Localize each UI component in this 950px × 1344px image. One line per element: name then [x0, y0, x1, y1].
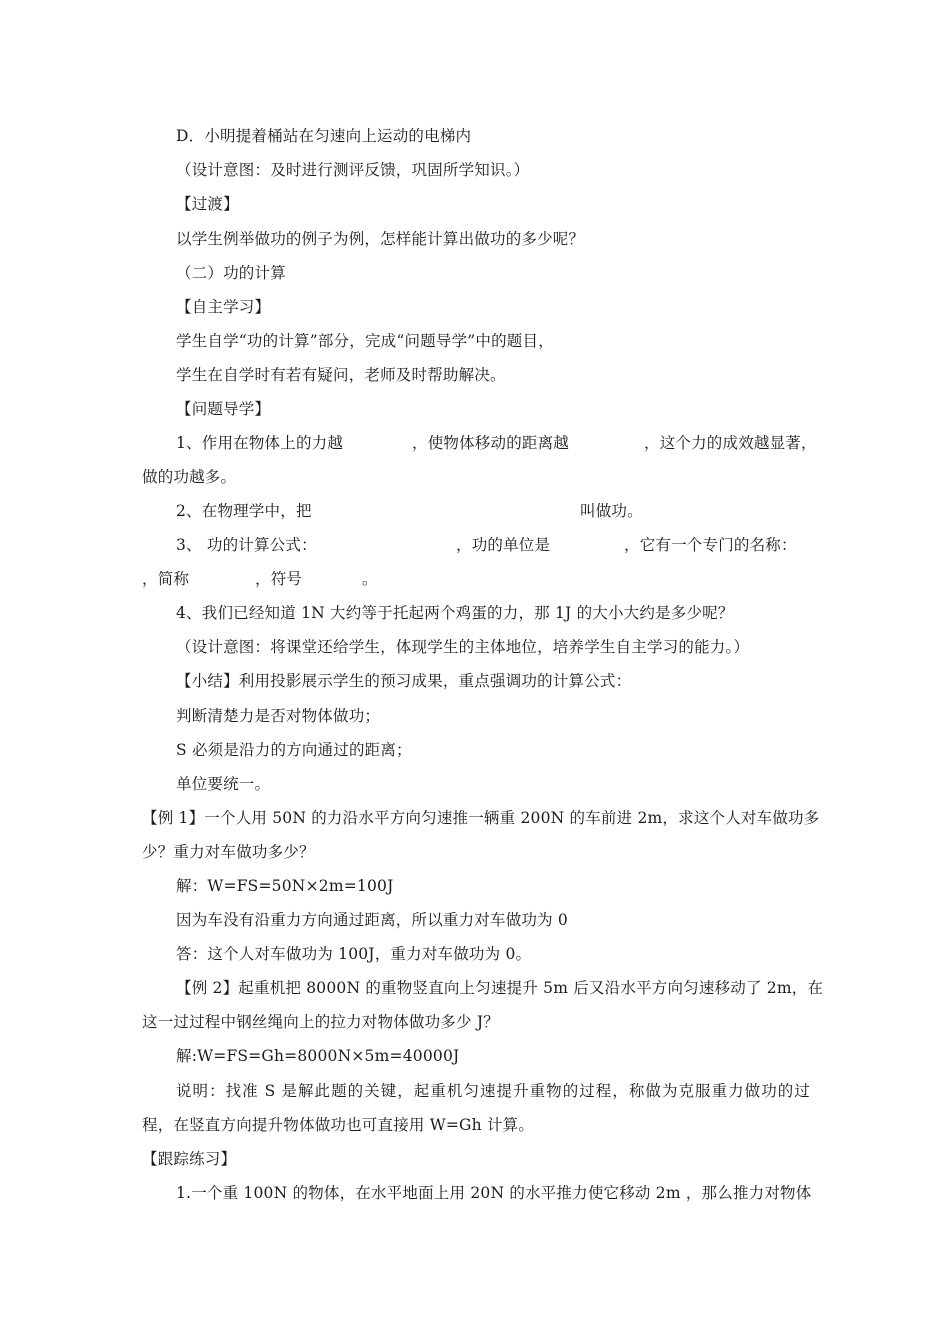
example-1-line-1: 【例 1】一个人用 50N 的力沿水平方向匀速推一辆重 200N 的车前进 2m，求这个人对车做功多 [142, 809, 820, 827]
question-1-part-b: ，使物体移动的距离越 [412, 434, 570, 452]
question-2-part-b: 叫做功。 [580, 502, 643, 520]
question-2-part-a: 2、在物理学中，把 [176, 502, 312, 520]
example-1-explanation: 因为车没有沿重力方向通过距离，所以重力对车做功为 0 [176, 911, 568, 929]
question-1-line [0, 432, 950, 454]
question-3-part-c: ，它有一个专门的名称： [624, 536, 797, 554]
summary-point-3: 单位要统一。 [176, 775, 271, 793]
question-3-cont-part-a: ，简称 [142, 570, 190, 588]
example-2-line-1: 【例 2】起重机把 8000N 的重物竖直向上匀速提升 5m 后又沿水平方向匀速移动了 2m，在 [176, 979, 824, 997]
section-heading-self-study: 【自主学习】 [176, 298, 271, 316]
example-1-solution: 解：W=FS=50N×2m=100J [176, 877, 394, 895]
example-2-note-line-1: 说明：找准 S 是解此题的关键，起重机匀速提升重物的过程，称做为克服重力做功的过 [176, 1082, 810, 1100]
question-1-continuation: 做的功越多。 [142, 468, 237, 486]
question-3-line [0, 534, 950, 556]
section-heading-guided-questions: 【问题导学】 [176, 400, 271, 418]
summary-line: 【小结】利用投影展示学生的预习成果，重点强调功的计算公式： [176, 672, 632, 690]
question-1-part-a: 1、作用在物体上的力越 [176, 434, 344, 452]
example-2-note-line-2: 程，在竖直方向提升物体做功也可直接用 W=Gh 计算。 [142, 1116, 535, 1134]
practice-question-1: 1.一个重 100N 的物体，在水平地面上用 20N 的水平推力使它移动 2m ，那么推力对物体 [176, 1184, 812, 1202]
self-study-line-2: 学生在自学时有若有疑问，老师及时帮助解决。 [176, 366, 506, 384]
question-3-cont-part-c: 。 [362, 570, 378, 588]
section-heading-practice: 【跟踪练习】 [142, 1150, 237, 1168]
question-3-cont-part-b: ，符号 [255, 570, 303, 588]
self-study-line-1: 学生自学“功的计算”部分，完成“问题导学”中的题目， [176, 332, 554, 350]
example-2-solution: 解:W=FS=Gh=8000N×5m=40000J [176, 1047, 460, 1065]
example-2-line-2: 这一过过程中钢丝绳向上的拉力对物体做功多少 J？ [142, 1013, 499, 1031]
summary-point-2: S 必须是沿力的方向通过的距离； [176, 741, 412, 759]
example-1-line-2: 少？重力对车做功多少？ [142, 843, 315, 861]
transition-text: 以学生例举做功的例子为例，怎样能计算出做功的多少呢？ [176, 230, 585, 248]
question-3-part-a: 3、 功的计算公式： [176, 536, 317, 554]
question-3-continuation [0, 568, 950, 590]
design-intent-note-1: （设计意图：及时进行测评反馈，巩固所学知识。） [176, 161, 530, 179]
example-1-answer: 答：这个人对车做功为 100J，重力对车做功为 0。 [176, 945, 532, 963]
question-1-part-c: ，这个力的成效越显著， [644, 434, 817, 452]
subsection-title-work-calc: （二）功的计算 [176, 264, 286, 282]
option-d-line: D．小明提着桶站在匀速向上运动的电梯内 [176, 127, 472, 145]
question-2-line [0, 500, 950, 522]
summary-point-1: 判断清楚力是否对物体做功； [176, 707, 381, 725]
section-heading-transition: 【过渡】 [176, 195, 239, 213]
question-3-part-b: ，功的单位是 [456, 536, 551, 554]
question-4-line: 4、我们已经知道 1N 大约等于托起两个鸡蛋的力，那 1J 的大小大约是多少呢？ [176, 604, 734, 622]
design-intent-note-2: （设计意图：将课堂还给学生，体现学生的主体地位，培养学生自主学习的能力。） [176, 638, 750, 656]
